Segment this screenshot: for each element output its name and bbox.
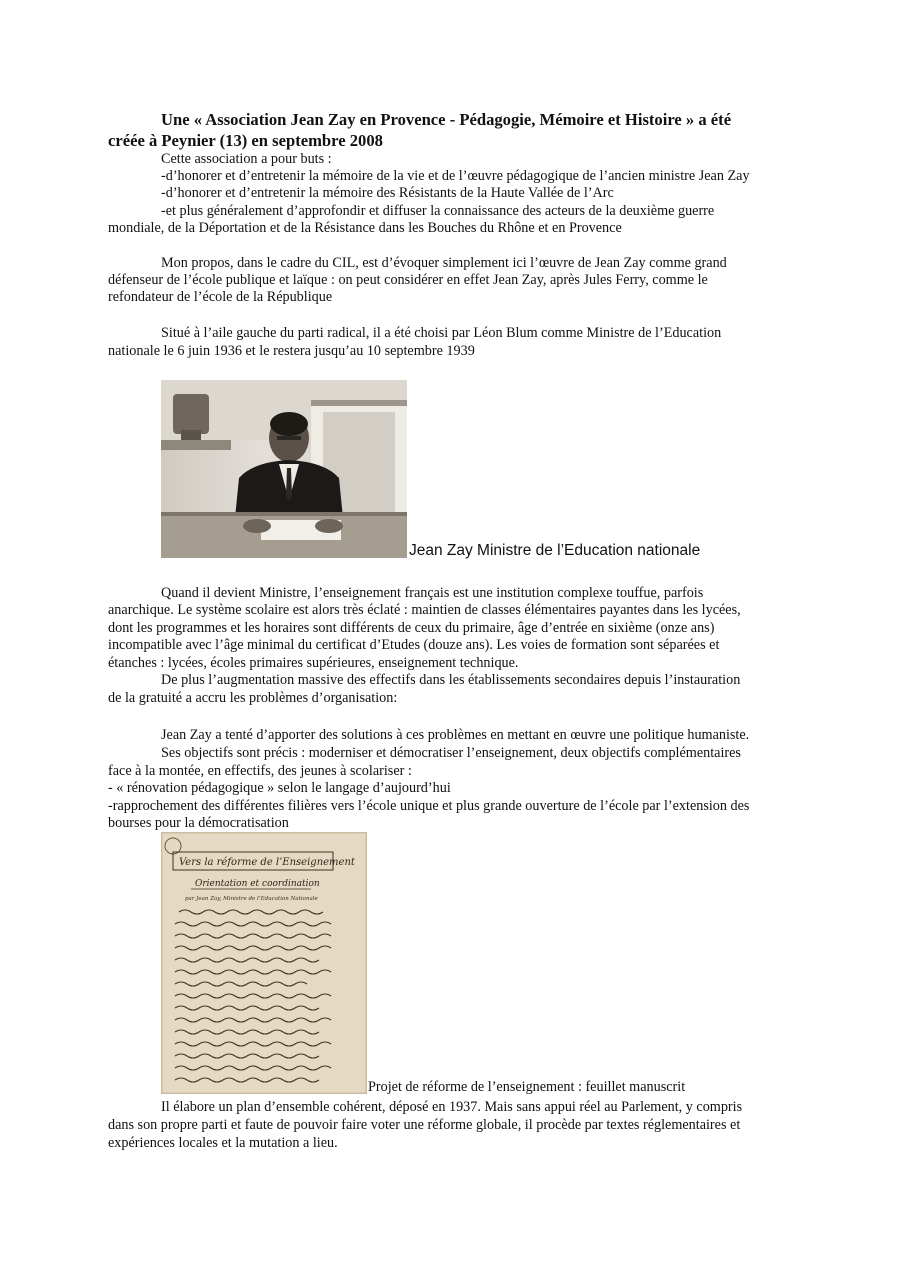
ministre-line-7: de la gratuité a accru les problèmes d’organisation: [108,690,398,706]
solutions-line-3: face à la montée, en effectifs, des jeunes à scolariser : [108,763,412,779]
solutions-line-2: Ses objectifs sont précis : moderniser et démocratiser l’enseignement, deux objectifs complémentaires [161,745,741,761]
goal-item-1: -d’honorer et d’entretenir la mémoire de la vie et de l’œuvre pédagogique de l’ancien ministre Jean Zay [161,168,750,184]
situe-line-1: Situé à l’aile gauche du parti radical, il a été choisi par Léon Blum comme Ministre de l’Education [161,325,722,341]
solutions-line-1: Jean Zay a tenté d’apporter des solutions à ces problèmes en mettant en œuvre une politique humaniste. [161,727,750,743]
ministre-line-2: anarchique. Le système scolaire est alors très éclaté : maintien de classes élémentaires payantes dans les lycées, [108,602,741,618]
title-line-2: créée à Peynier (13) en septembre 2008 [108,131,383,150]
goal-item-3-line-2: mondiale, de la Déportation et de la Résistance dans les Bouches du Rhône et en Provence [108,220,622,236]
ministre-line-3: dont les programmes et les horaires sont différents de ceux du primaire, âge d’entrée en sixième (onze ans) [108,620,715,636]
goals-intro: Cette association a pour buts : [161,151,332,167]
ministre-line-1: Quand il devient Ministre, l’enseignement français est une institution complexe touffue, parfois [161,585,704,601]
propos-line-3: refondateur de l’école de la République [108,289,333,305]
plan-line-2: dans son propre parti et faute de pouvoir faire voter une réforme globale, il procède par textes réglementaires et [108,1117,741,1133]
title-line-1: Une « Association Jean Zay en Provence - Pédagogie, Mémoire et Histoire » a été [161,110,732,129]
manuscript-heading-1: Vers la réforme de l’Enseignement [179,857,355,868]
solutions-line-4: - « rénovation pédagogique » selon le langage d’aujourd’hui [108,780,451,796]
photo-caption: Jean Zay Ministre de l’Education nationale [409,542,701,559]
plan-line-1: Il élabore un plan d’ensemble cohérent, déposé en 1937. Mais sans appui réel au Parlement, y compris [161,1099,743,1115]
manuscript-subheading: par Jean Zay, Ministre de l’Education Nationale [185,896,318,902]
jean-zay-photo [161,380,407,558]
manuscript-image [161,832,367,1094]
manuscript-caption: Projet de réforme de l’enseignement : feuillet manuscrit [368,1079,686,1095]
goal-item-2: -d’honorer et d’entretenir la mémoire des Résistants de la Haute Vallée de l’Arc [161,185,614,201]
situe-line-2: nationale le 6 juin 1936 et le restera jusqu’au 10 septembre 1939 [108,343,475,359]
plan-line-3: expériences locales et la mutation a lieu. [108,1135,338,1151]
ministre-line-5: étanches : lycées, écoles primaires supérieures, enseignement technique. [108,655,519,671]
solutions-line-6: bourses pour la démocratisation [108,815,289,831]
propos-line-2: défenseur de l’école publique et laïque : on peut considérer en effet Jean Zay, après Jules Ferry, comme le [108,272,708,288]
goal-item-3-line-1: -et plus généralement d’approfondir et diffuser la connaissance des acteurs de la deuxième guerre [161,203,715,219]
ministre-line-6: De plus l’augmentation massive des effectifs dans les établissements secondaires depuis l’instauration [161,672,741,688]
manuscript-heading-2: Orientation et coordination [195,879,320,889]
propos-line-1: Mon propos, dans le cadre du CIL, est d’évoquer simplement ici l’œuvre de Jean Zay comme grand [161,255,727,271]
ministre-line-4: incompatible avec l’âge minimal du certificat d’Etudes (douze ans). Les voies de formation sont séparées et [108,637,720,653]
solutions-line-5: -rapprochement des différentes filières vers l’école unique et plus grande ouverture de l’école par l’extension des [108,798,750,814]
